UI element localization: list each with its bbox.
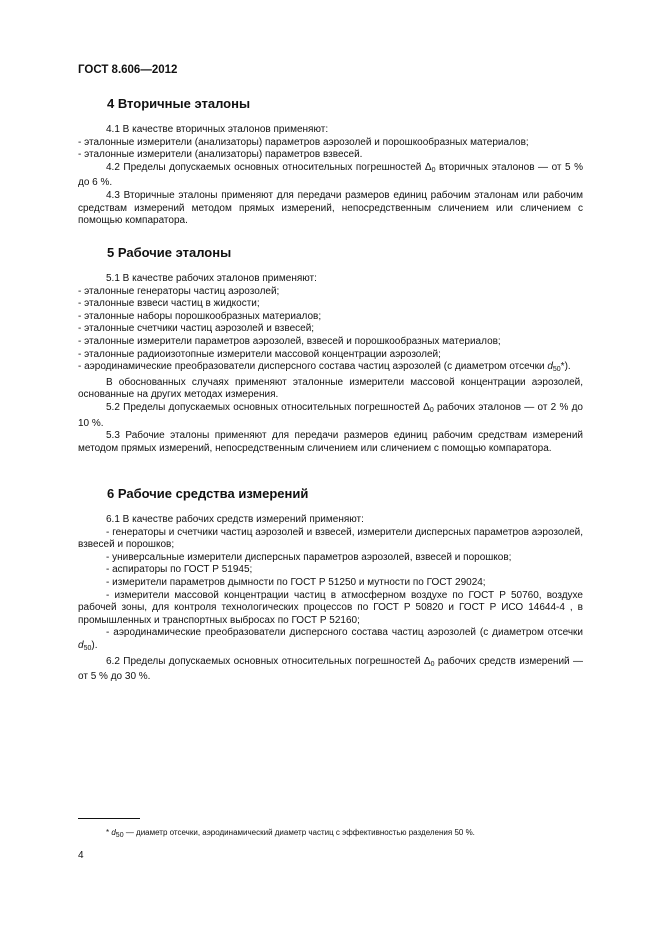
- section-4-heading: 4 Вторичные эталоны: [107, 96, 251, 111]
- paragraph: 6.2 Пределы допускаемых основных относительных погрешностей $\Delta_0$ рабочих средств измерений — от 5 % до 30 %.: [78, 655, 583, 683]
- footnote-divider: [78, 818, 140, 819]
- paragraph: 4.2 Пределы допускаемых основных относительных погрешностей $\Delta_0$ вторичных эталонов — от 5 % до 6 %.: [78, 161, 583, 189]
- section-5-heading: 5 Рабочие эталоны: [107, 245, 232, 260]
- list-item: - эталонные генераторы частиц аэрозолей;: [78, 285, 280, 297]
- list-item: - эталонные измерители (анализаторы) параметров аэрозолей и порошкообразных материалов;: [78, 136, 529, 148]
- section-6-body: [78, 514, 583, 684]
- list-item: - эталонные взвеси частиц в жидкости;: [78, 298, 260, 310]
- list-item: - аэродинамические преобразователи дисперсного состава частиц аэрозолей (с диаметром отсечки $d_{50}*$).: [78, 361, 571, 374]
- list-item: - эталонные измерители параметров аэрозолей, взвесей и порошкообразных материалов;: [78, 335, 501, 347]
- section-4-body: [78, 124, 583, 228]
- list-item: - эталонные радиоизотопные измерители массовой концентрации аэрозолей;: [78, 348, 441, 360]
- footnote: * $d_{50}$ — диаметр отсечки, аэродинамический диаметр частиц с эффективностью разделения 50 %.: [106, 828, 475, 839]
- paragraph: 4.1 В качестве вторичных эталонов применяют:: [106, 124, 329, 135]
- list-item: - генераторы и счетчики частиц аэрозолей и взвесей, измерители дисперсных параметров аэрозолей, взвесей и порошков;: [78, 526, 583, 551]
- document-code: ГОСТ 8.606—2012: [78, 64, 178, 76]
- section-5-body: [78, 273, 583, 455]
- paragraph: 6.1 В качестве рабочих средств измерений применяют:: [106, 514, 364, 525]
- list-item: - эталонные измерители (анализаторы) параметров взвесей.: [78, 149, 363, 161]
- list-item: - эталонные счетчики частиц аэрозолей и взвесей;: [78, 323, 315, 335]
- paragraph: 4.3 Вторичные эталоны применяют для передачи размеров единиц рабочим эталонам или рабочим средствам измерений методом прямых измерений, непосредственным сличением или сличением с помощью компаратора.: [78, 189, 583, 227]
- list-item: - универсальные измерители дисперсных параметров аэрозолей, взвесей и порошков;: [106, 551, 512, 563]
- list-item: - аэродинамические преобразователи дисперсного состава частиц аэрозолей (с диаметром отсечки $d_{50}$).: [78, 627, 583, 652]
- list-item: - эталонные наборы порошкообразных материалов;: [78, 310, 322, 322]
- paragraph: 5.2 Пределы допускаемых основных относительных погрешностей $\Delta_0$ рабочих эталонов — от 2 % до 10 %.: [78, 401, 583, 429]
- list-item: - аспираторы по ГОСТ Р 51945;: [106, 564, 253, 576]
- section-6-heading: 6 Рабочие средства измерений: [107, 486, 309, 501]
- list-item: - измерители массовой концентрации частиц в атмосферном воздухе по ГОСТ Р 50760, воздухе рабочей зоны, для контроля технологических процессов по ГОСТ Р 50820 и ГОСТ Р ИСО 14644-4 , в промышленных и транспортных выбросах по ГОСТ Р 52160;: [78, 589, 583, 626]
- list-item: - измерители параметров дымности по ГОСТ Р 51250 и мутности по ГОСТ 29024;: [106, 576, 486, 588]
- paragraph: В обоснованных случаях применяют эталонные измерители массовой концентрации аэрозолей, основанные на других методах измерения.: [78, 376, 583, 401]
- paragraph: 5.3 Рабочие эталоны применяют для передачи размеров единиц рабочим средствам измерений методом прямых измерений, непосредственным сличением или сличением с помощью компаратора.: [78, 430, 583, 454]
- paragraph: 5.1 В качестве рабочих эталонов применяют:: [106, 273, 317, 284]
- page-number: 4: [78, 850, 84, 861]
